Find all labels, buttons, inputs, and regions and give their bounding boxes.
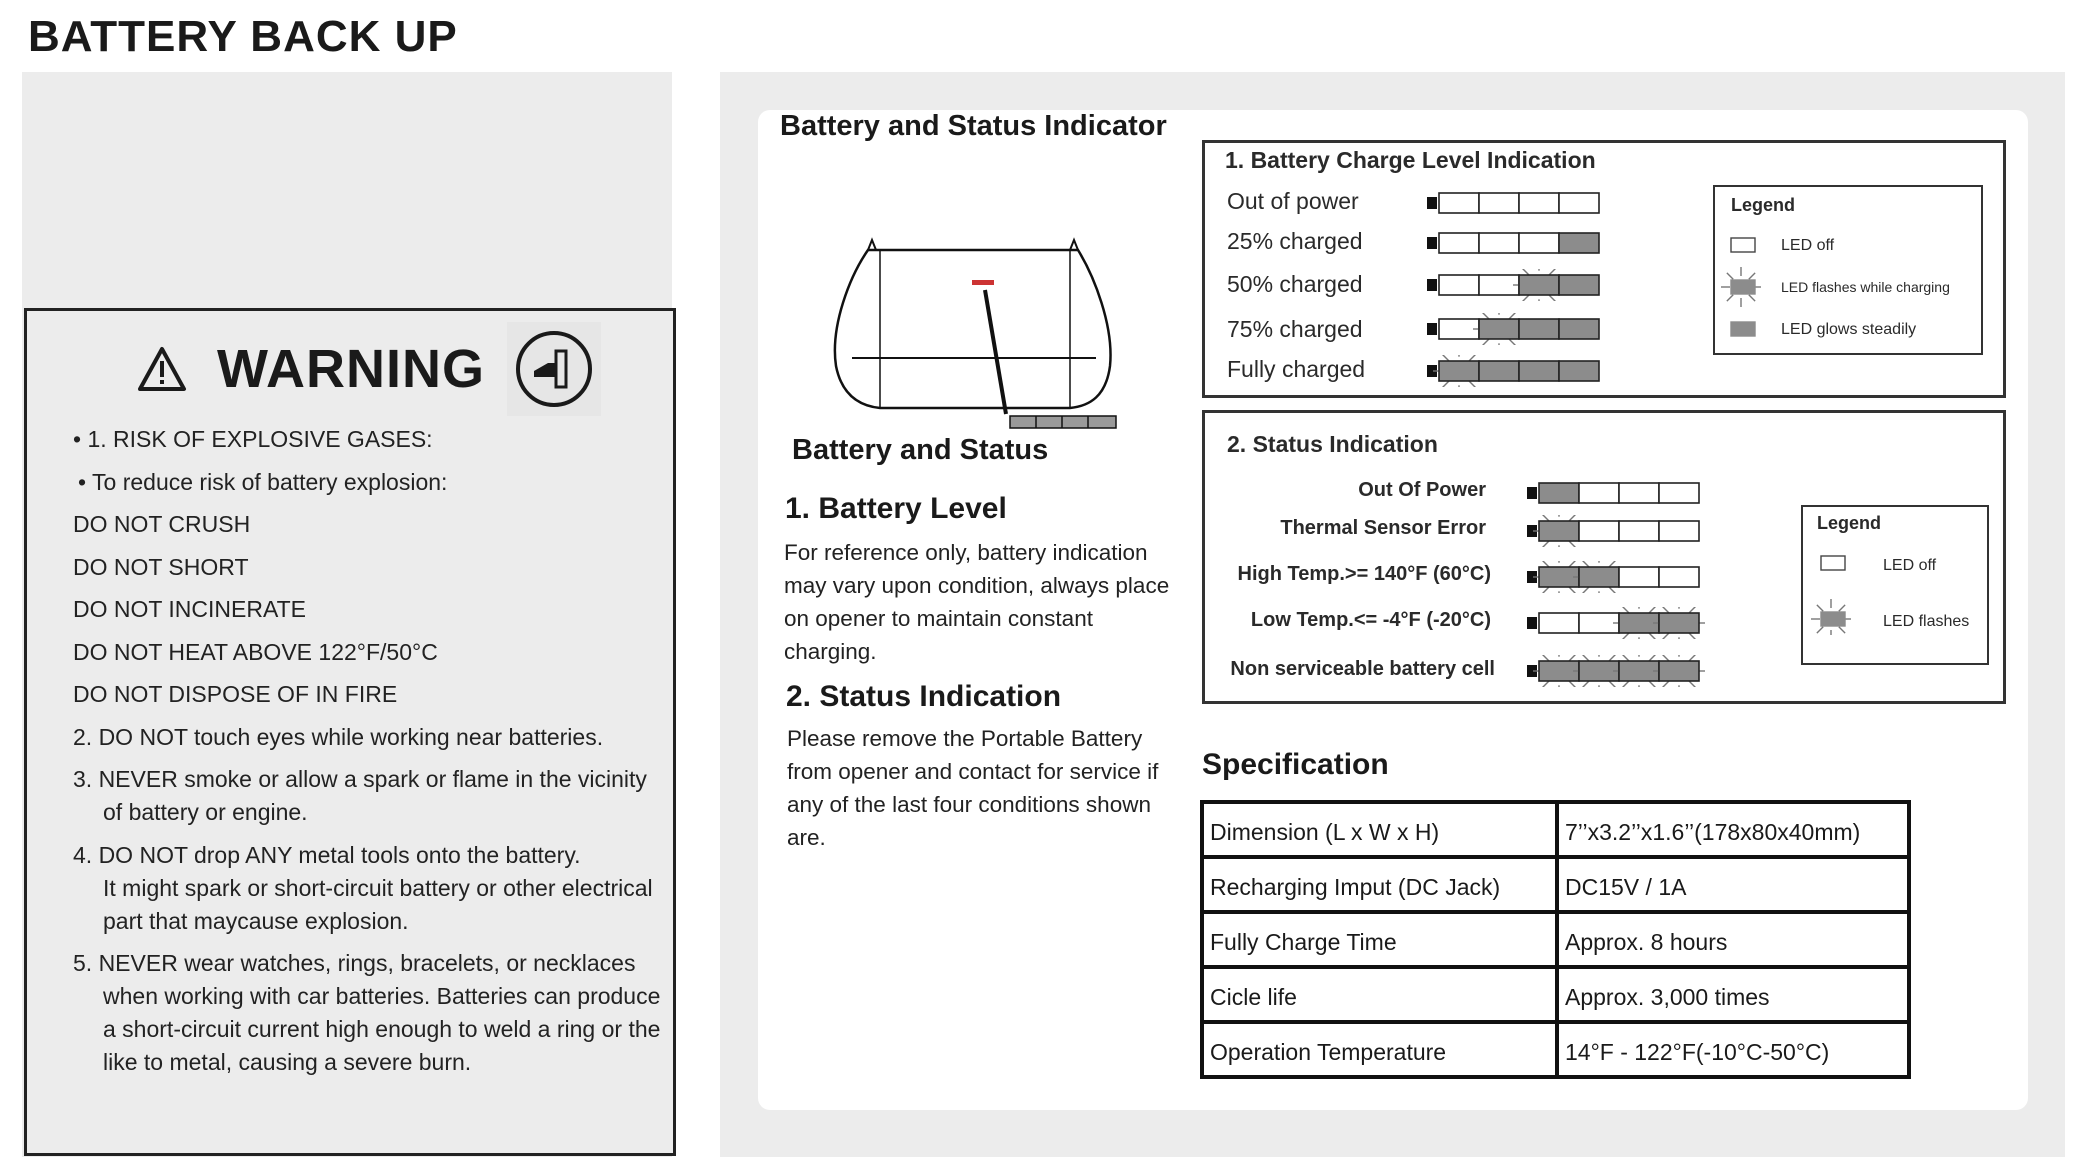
flash-ray — [1541, 541, 1549, 547]
legend-swatch-steady — [1731, 322, 1755, 336]
led-cell-off — [1479, 233, 1519, 253]
charge-chart-title: 1. Battery Charge Level Indication — [1225, 147, 1596, 173]
warning-item: DO NOT DISPOSE OF IN FIRE — [73, 681, 398, 707]
flash-ray — [1839, 605, 1845, 611]
led-cell-flash — [1519, 275, 1559, 295]
spec-value: Approx. 3,000 times — [1557, 967, 1909, 1022]
flash-ray — [1549, 295, 1557, 301]
flash-ray — [1661, 681, 1669, 687]
flash-ray — [1469, 381, 1477, 387]
status-indication-heading: 2. Status Indication — [786, 680, 1062, 713]
led-cell-flash — [1479, 319, 1519, 339]
charge-level-chart — [1202, 140, 2006, 398]
warning-item: 5. NEVER wear watches, rings, bracelets, or necklaces when working with car batteries. Batteries can produce a short-circuit current high enough to weld a ring or the like to metal, causing a severe burn. — [73, 950, 661, 1075]
spec-key: Fully Charge Time — [1202, 912, 1557, 967]
flash-ray — [1621, 607, 1629, 613]
spec-key: Cicle life — [1202, 967, 1557, 1022]
legend-led-off: LED off — [1883, 557, 1937, 574]
legend-led-flash: LED flashes while charging — [1781, 279, 1950, 295]
flash-ray — [1689, 607, 1697, 613]
flash-ray — [1609, 655, 1617, 661]
indicator-title: Battery and Status Indicator — [780, 110, 1167, 142]
status-legend-title: Legend — [1817, 513, 1882, 533]
warning-item: • To reduce risk of battery explosion: — [78, 468, 448, 495]
flash-ray — [1839, 627, 1845, 633]
flash-ray — [1649, 655, 1657, 661]
led-cell-off — [1519, 233, 1559, 253]
led-cell-steady — [1479, 361, 1519, 381]
battery-level-heading: 1. Battery Level — [785, 492, 1007, 525]
status-legend-swatches — [1809, 551, 1853, 635]
flash-ray — [1569, 655, 1577, 661]
led-cell-off — [1619, 521, 1659, 541]
spec-value: 14°F - 122°F(-10°C-50°C) — [1557, 1022, 1909, 1077]
flash-ray — [1661, 633, 1669, 639]
flash-ray — [1689, 633, 1697, 639]
led-cell-off — [1559, 193, 1599, 213]
warning-item: DO NOT HEAT ABOVE 122°F/50°C — [73, 638, 438, 665]
legend-led-off: LED off — [1781, 237, 1835, 254]
warning-item: • 1. RISK OF EXPLOSIVE GASES: — [73, 426, 433, 452]
led-cell-flash — [1659, 613, 1699, 633]
spec-table — [1200, 800, 1911, 1079]
flash-ray — [1481, 313, 1489, 319]
indicator-subtitle: Battery and Status — [792, 434, 1049, 466]
charge-row-label: Fully charged — [1227, 356, 1366, 382]
battery-terminal — [1427, 197, 1437, 209]
spec-value: 7’’x3.2’’x1.6’’(178x80x40mm) — [1557, 802, 1909, 857]
spec-title: Specification — [1202, 748, 1389, 781]
spec-key: Operation Temperature — [1202, 1022, 1557, 1077]
spec-key: Recharging Imput (DC Jack) — [1202, 857, 1557, 912]
status-led-bar — [1525, 477, 1725, 509]
flash-ray — [1541, 515, 1549, 521]
flash-ray — [1661, 607, 1669, 613]
flash-ray — [1541, 561, 1549, 567]
warning-item: DO NOT SHORT — [73, 553, 249, 580]
page-title: BATTERY BACK UP — [28, 12, 458, 61]
flash-ray — [1689, 655, 1697, 661]
warning-item: 3. NEVER smoke or allow a spark or flame in the vicinity of battery or engine. — [73, 766, 647, 825]
spec-row — [1202, 802, 1909, 857]
spec-value: Approx. 8 hours — [1557, 912, 1909, 967]
flash-ray — [1749, 273, 1755, 279]
warning-symbol-box — [507, 322, 601, 416]
flash-ray — [1481, 339, 1489, 345]
led-cell-off — [1439, 233, 1479, 253]
flash-ray — [1609, 681, 1617, 687]
flash-ray — [1609, 561, 1617, 567]
led-cell-steady — [1539, 483, 1579, 503]
legend-swatch-flash — [1821, 612, 1845, 626]
legend-led-steady: LED glows steadily — [1781, 321, 1917, 338]
battery-terminal — [1527, 617, 1537, 629]
flash-ray — [1569, 561, 1577, 567]
warning-item: DO NOT INCINERATE — [73, 596, 306, 622]
spec-row — [1202, 967, 1909, 1022]
flash-ray — [1621, 633, 1629, 639]
led-cell-flash — [1579, 567, 1619, 587]
led-cell-off — [1659, 567, 1699, 587]
flash-ray — [1521, 295, 1529, 301]
flash-ray — [1817, 627, 1823, 633]
flash-ray — [1581, 587, 1589, 593]
status-led-bar — [1525, 607, 1725, 639]
status-indication-text: Please remove the Portable Battery from opener and contact for service if any of the last four conditions shown are. — [787, 726, 1159, 850]
flash-ray — [1689, 681, 1697, 687]
charge-led-bar — [1425, 187, 1625, 219]
charge-led-bar — [1425, 355, 1625, 387]
charge-row-label: 75% charged — [1227, 316, 1363, 342]
led-cell-off — [1579, 483, 1619, 503]
flash-ray — [1727, 273, 1733, 279]
led-cell-off — [1479, 193, 1519, 213]
charge-legend-title: Legend — [1731, 195, 1796, 215]
status-row-label: High Temp.>= 140°F (60°C) — [1237, 563, 1491, 585]
charge-legend-swatches — [1719, 233, 1763, 357]
charge-row-label: 50% charged — [1227, 271, 1363, 297]
battery-terminal — [1527, 487, 1537, 499]
charge-row-label: 25% charged — [1227, 228, 1363, 254]
led-cell-steady — [1559, 319, 1599, 339]
battery-terminal — [1427, 323, 1437, 335]
flash-ray — [1549, 269, 1557, 275]
status-row-label: Low Temp.<= -4°F (-20°C) — [1250, 609, 1491, 631]
warning-triangle-icon — [137, 346, 187, 392]
warning-header — [137, 319, 601, 419]
warning-item: It might spark or short-circuit battery or other electrical part that maycause explosion. — [103, 874, 653, 934]
charge-legend — [1713, 185, 1983, 355]
flash-ray — [1621, 655, 1629, 661]
opener-battery-illustration — [820, 236, 1120, 436]
flash-ray — [1661, 655, 1669, 661]
spec-row — [1202, 1022, 1909, 1077]
led-cell-steady — [1559, 233, 1599, 253]
led-cell-off — [1659, 521, 1699, 541]
warning-item: DO NOT CRUSH — [73, 511, 251, 537]
charge-led-bar — [1425, 227, 1625, 259]
led-cell-off — [1659, 483, 1699, 503]
legend-led-flash: LED flashes — [1883, 613, 1970, 630]
led-cell-flash — [1539, 521, 1579, 541]
led-cell-flash — [1659, 661, 1699, 681]
legend-swatch-off — [1731, 238, 1755, 252]
flash-ray — [1581, 655, 1589, 661]
led-cell-steady — [1559, 275, 1599, 295]
flash-ray — [1569, 515, 1577, 521]
led-cell-off — [1539, 613, 1579, 633]
flash-ray — [1581, 681, 1589, 687]
warning-item: 2. DO NOT touch eyes while working near batteries. — [73, 723, 604, 750]
flash-ray — [1541, 655, 1549, 661]
led-cell-off — [1579, 521, 1619, 541]
status-led-bar — [1525, 515, 1725, 547]
charge-led-bar — [1425, 269, 1625, 301]
status-led-bar — [1525, 561, 1725, 593]
flash-ray — [1609, 587, 1617, 593]
flash-ray — [1817, 605, 1823, 611]
flash-ray — [1509, 313, 1517, 319]
led-cell-steady — [1519, 319, 1559, 339]
charge-led-bar — [1425, 313, 1625, 345]
flash-ray — [1749, 295, 1755, 301]
warning-title: WARNING — [217, 339, 485, 399]
spec-value: DC15V / 1A — [1557, 857, 1909, 912]
flash-ray — [1569, 681, 1577, 687]
status-legend — [1801, 505, 1989, 665]
led-cell-off — [1519, 193, 1559, 213]
status-row-label: Non serviceable battery cell — [1230, 658, 1495, 680]
flash-ray — [1727, 295, 1733, 301]
led-cell-off — [1439, 193, 1479, 213]
charge-row-label: Out of power — [1227, 188, 1359, 214]
led-cell-off — [1439, 275, 1479, 295]
warning-box — [24, 308, 676, 1156]
led-cell-flash — [1439, 361, 1479, 381]
battery-level-text: For reference only, battery indication may vary upon condition, always place on opener to maintain constant charging. — [784, 540, 1170, 664]
led-cell-off — [1619, 567, 1659, 587]
battery-terminal — [1427, 237, 1437, 249]
flash-ray — [1569, 587, 1577, 593]
status-chart-title: 2. Status Indication — [1227, 431, 1438, 457]
spec-row — [1202, 857, 1909, 912]
flash-ray — [1541, 587, 1549, 593]
flash-ray — [1441, 355, 1449, 361]
spec-key: Dimension (L x W x H) — [1202, 802, 1557, 857]
flash-ray — [1649, 633, 1657, 639]
status-led-bar — [1525, 655, 1725, 687]
flash-ray — [1521, 269, 1529, 275]
status-chart — [1202, 410, 2006, 704]
battery-terminal — [1427, 279, 1437, 291]
led-cell-off — [1619, 483, 1659, 503]
led-cell-steady — [1559, 361, 1599, 381]
flash-ray — [1621, 681, 1629, 687]
legend-swatch-flash — [1731, 280, 1755, 294]
circle-lever-icon — [514, 329, 594, 409]
flash-ray — [1569, 541, 1577, 547]
status-row-label: Thermal Sensor Error — [1280, 517, 1486, 539]
flash-ray — [1441, 381, 1449, 387]
warning-item: 4. DO NOT drop ANY metal tools onto the battery. — [73, 841, 581, 868]
flash-ray — [1581, 561, 1589, 567]
flash-ray — [1541, 681, 1549, 687]
flash-ray — [1469, 355, 1477, 361]
flash-ray — [1649, 607, 1657, 613]
flash-ray — [1649, 681, 1657, 687]
warning-list — [73, 423, 663, 1089]
status-row-label: Out Of Power — [1358, 479, 1486, 501]
legend-swatch-off — [1821, 556, 1845, 570]
flash-ray — [1509, 339, 1517, 345]
led-cell-steady — [1519, 361, 1559, 381]
spec-row — [1202, 912, 1909, 967]
